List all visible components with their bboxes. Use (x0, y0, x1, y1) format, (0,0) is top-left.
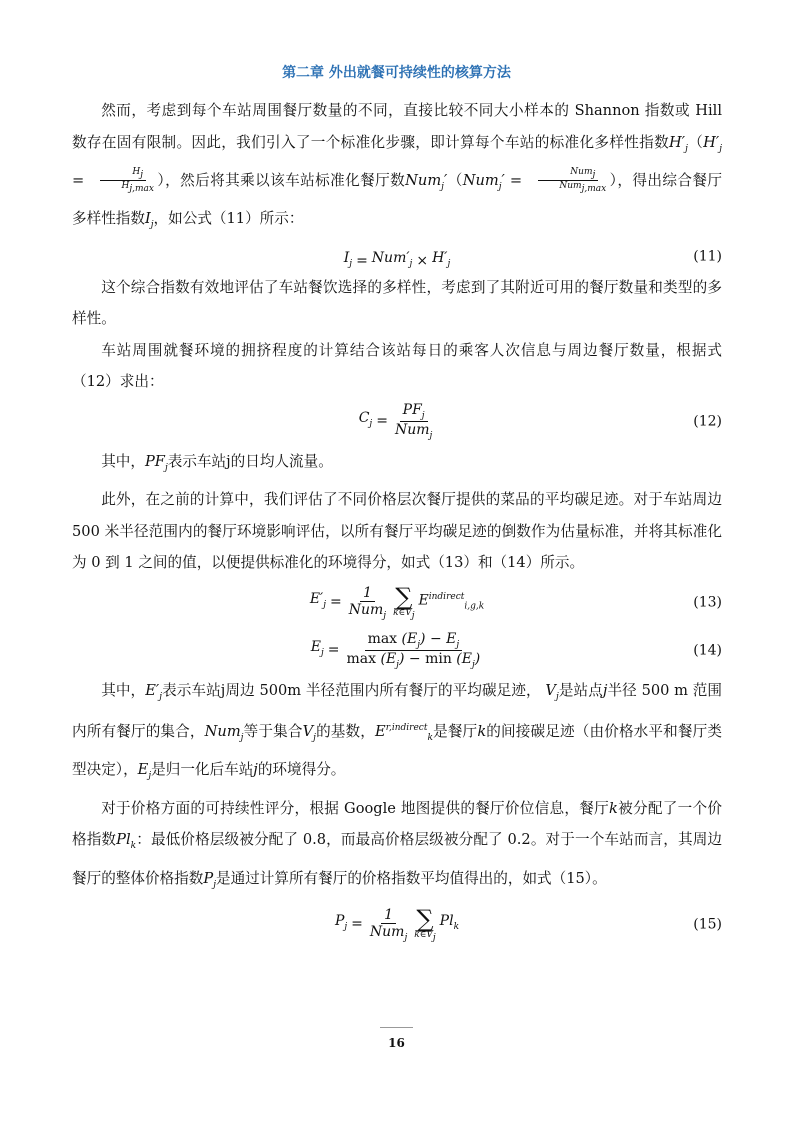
para6-text-10: 的环境得分。 (257, 761, 346, 779)
para1-text-1: 然而，考虑到每个车站周围餐厅数量的不同，直接比较不同大小样本的 Shannon 指数或 Hill 数存在固有限制。因此，我们引入了一个标准化步骤，即计算每个车站的标准化多样性指数 (72, 102, 722, 151)
para6-text-3: 是站点 (558, 681, 603, 699)
paragraph-2: 这个综合指数有效地评估了车站餐饮选择的多样性，考虑到了其附近可用的餐厅数量和类型的多样性。 (72, 278, 722, 328)
equation-number: (15) (693, 916, 722, 933)
para6-text-4: 半径 500 m 范围内所有餐厅的集合， (72, 681, 722, 740)
footer-divider (380, 1027, 413, 1028)
para6-text-5: 等于集合 (243, 722, 303, 740)
para7-text-4: 是通过计算所有餐厅的价格指数平均值得出的，如式（15）。 (215, 869, 607, 887)
para1-text-2: ，然后将其乘以该车站标准化餐厅数 (165, 171, 406, 189)
body-content (72, 95, 722, 949)
para6-text-7: 是餐厅 (432, 722, 478, 740)
equation-number: (12) (693, 412, 722, 429)
para1-text-4: ，如公式（11）所示： (153, 210, 304, 228)
paragraph-4: 其中，$PF_j$表示车站j的日均人流量。 (101, 452, 333, 473)
equation-12: $C_j$ = $\frac{PF_j}{Num_j}$ (12) (358, 402, 722, 442)
paragraph-7: 对于价格方面的可持续性评分，根据 Google 地图提供的餐厅价位信息，餐厅k被分配了一个价格指数$Pl_k$：最低价格层级被分配了 0.8，而最高价格层级被分配了 0.2。对于一个车站而言，其周边餐厅的整体价格指数$P_j$是通过计算所有餐厅的价格指数平均值得出的，如式（15）。 (72, 799, 722, 890)
para6-text-2: 表示车站j周边 500m 半径范围内所有餐厅的平均碳足迹， (161, 681, 541, 699)
equation-15: $P_j$ = $\frac{1}{Num_j}$ ∑ $k\in V_j$ $Pl_k$ (15) (334, 905, 722, 943)
para1-text-3: ，得出综合餐厅多样性指数 (72, 171, 722, 228)
equation-number: (13) (693, 593, 722, 610)
paragraph-3: 车站周围就餐环境的拥挤程度的计算结合该站每日的乘客人次信息与周边餐厅数量，根据式（12）求出： (72, 341, 722, 391)
equation-number: (11) (693, 247, 722, 264)
paragraph-6: 其中，$E'_j$表示车站j周边 500m 半径范围内所有餐厅的平均碳足迹， $V_j$是站点j半径 500 m 范围内所有餐厅的集合，Num$_j$等于集合$V_j$的基数，$E^{r,indirect}_k$是餐厅k的间接碳足迹（由价格水平和餐厅类型决定），$E_j$是归一化后车站j的环境得分。 (72, 681, 722, 782)
paragraph-5: 此外，在之前的计算中，我们评估了不同价格层次餐厅提供的菜品的平均碳足迹。对于车站周边 500 米半径范围内的餐厅环境影响评估，以所有餐厅平均碳足迹的倒数作为估量标准，并将其标准化为 0 到 1 之间的值，以便提供标准化的环境得分，如式（13）和（14）所示。 (72, 491, 722, 572)
chapter-header: 第二章 外出就餐可持续性的核算方法 (282, 65, 511, 81)
equation-11: $I_j$ = $Num'_j$ × $H'_j$ (11) (72, 242, 722, 272)
para7-text-1: 对于价格方面的可持续性评分，根据 Google 地图提供的餐厅价位信息，餐厅 (101, 799, 610, 817)
page-number: 16 (388, 1036, 405, 1050)
equation-number: (14) (693, 641, 722, 658)
para6-text-9: 是归一化后车站 (151, 761, 254, 779)
para6-text-8: 的间接碳足迹（由价格水平和餐厅类型决定）， (72, 722, 722, 779)
para7-text-2: 被分配了一个价格指数 (72, 799, 722, 849)
para6-text-6: 的基数， (315, 722, 376, 740)
equation-13: $E'_j$ = $\frac{1}{Num_j}$ ∑ $k\in V_j$ $E^{indirect}_{i,g,k}$ (13) (309, 582, 722, 621)
equation-14: $E_j$ = $\frac{\max (E_j) - E_j}{\max (E_j) - \min (E_j)}$ (14) (310, 630, 722, 670)
para4-text-2: 表示车站j的日均人流量。 (167, 452, 333, 470)
paragraph-1: 然而，考虑到每个车站周围餐厅数量的不同，直接比较不同大小样本的 Shannon 指数或 Hill 数存在固有限制。因此，我们引入了一个标准化步骤，即计算每个车站的标准化多样性指数$H'_j(H'_j$ = $\frac{H_j}{H_{j,max}}$ ），然后将其乘以该车站标准化餐厅数Num$_j$′（Num$_j$′ = $\frac{Num_j}{Num_{j,max}}$ ），得出综合餐厅多样性指数$I_j$，如公式（11）所示： (72, 102, 722, 231)
para6-text-1: 其中， (101, 681, 146, 699)
para7-text-3: ：最低价格层级被分配了 0.8，而最高价格层级被分配了 0.2。对于一个车站而言，其周边餐厅的整体价格指数 (72, 831, 722, 887)
para4-text-1: 其中， (101, 452, 145, 470)
